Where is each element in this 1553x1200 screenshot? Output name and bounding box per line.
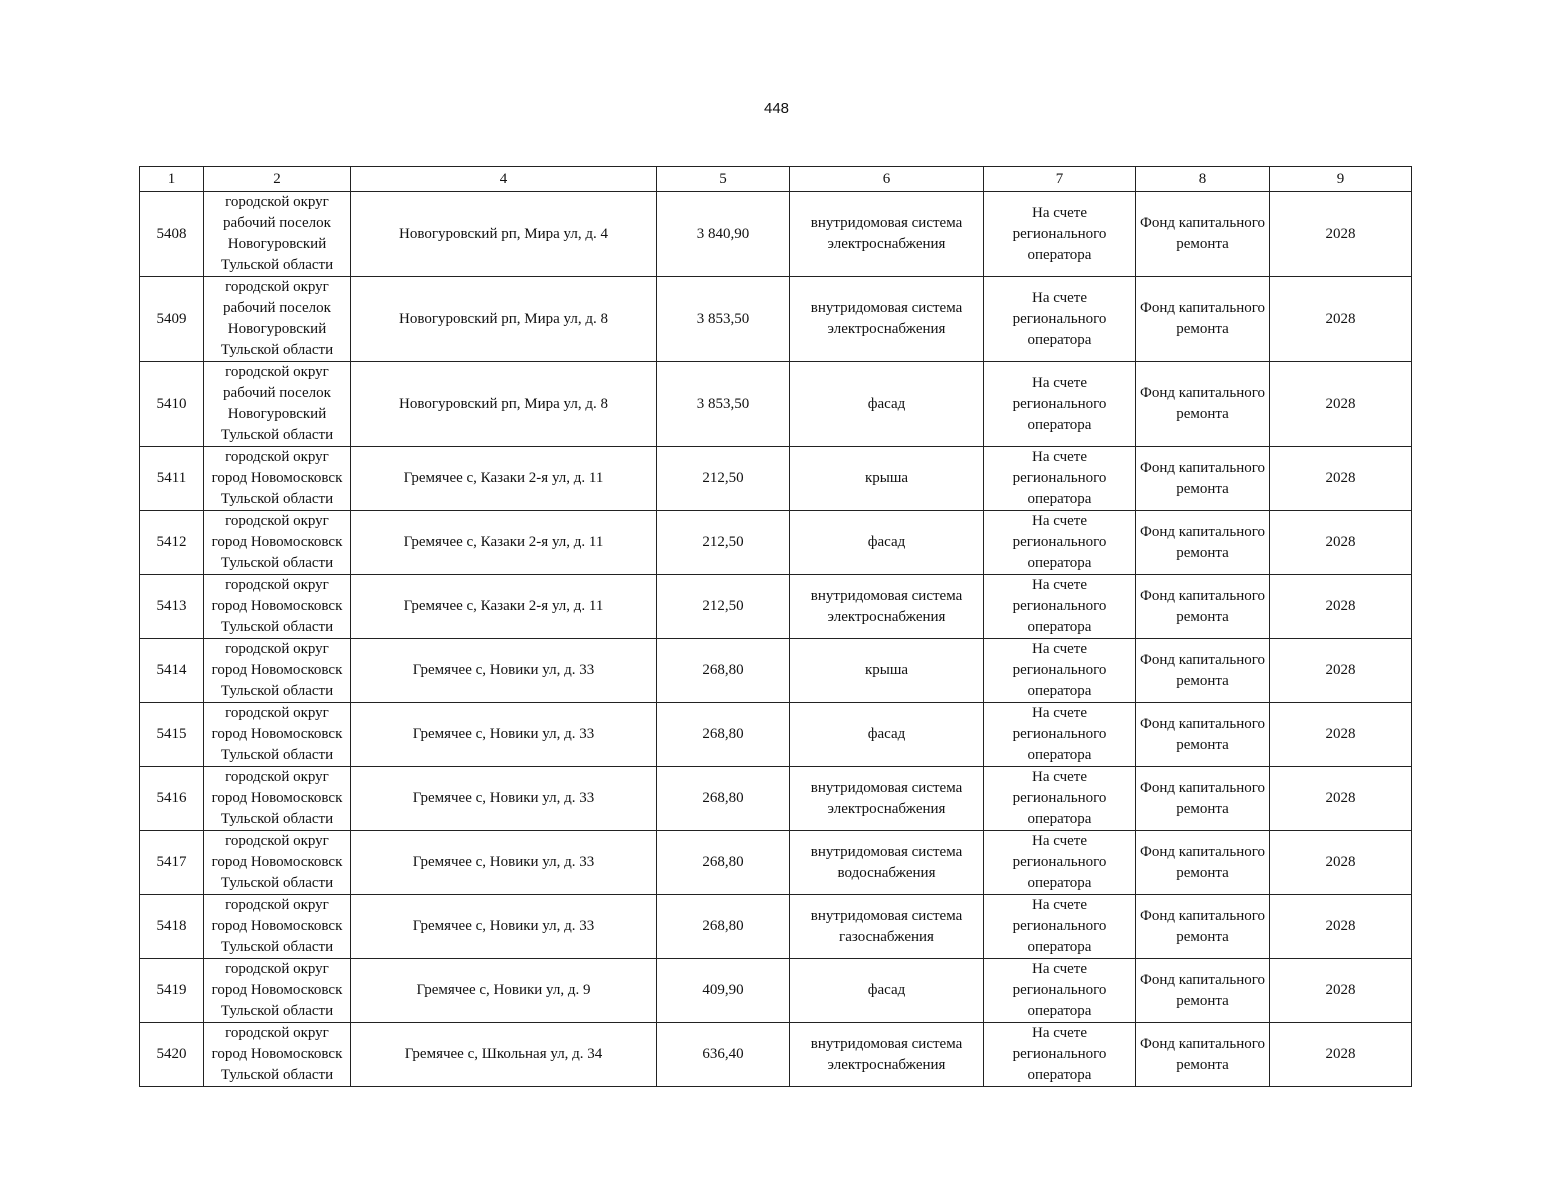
operator-cell: Фонд капитального ремонта [1136, 511, 1270, 575]
fund-method-cell: На счете регионального оператора [984, 959, 1136, 1023]
work-type-cell: внутридомовая система электроснабжения [790, 277, 984, 362]
fund-method-cell: На счете регионального оператора [984, 639, 1136, 703]
municipality-cell: городской округ город Новомосковск Тульской области [204, 639, 351, 703]
area-cell: 268,80 [657, 895, 790, 959]
operator-cell: Фонд капитального ремонта [1136, 895, 1270, 959]
address-cell: Новогуровский рп, Мира ул, д. 8 [351, 277, 657, 362]
work-type-cell: внутридомовая система водоснабжения [790, 831, 984, 895]
municipality-cell: городской округ город Новомосковск Тульской области [204, 767, 351, 831]
year-cell: 2028 [1270, 362, 1412, 447]
fund-method-cell: На счете регионального оператора [984, 1023, 1136, 1087]
operator-cell: Фонд капитального ремонта [1136, 767, 1270, 831]
header-cell: 8 [1136, 167, 1270, 192]
municipality-cell: городской округ город Новомосковск Тульской области [204, 831, 351, 895]
area-cell: 268,80 [657, 831, 790, 895]
header-cell: 4 [351, 167, 657, 192]
address-cell: Гремячее с, Казаки 2-я ул, д. 11 [351, 447, 657, 511]
year-cell: 2028 [1270, 831, 1412, 895]
year-cell: 2028 [1270, 703, 1412, 767]
area-cell: 3 853,50 [657, 362, 790, 447]
year-cell: 2028 [1270, 767, 1412, 831]
year-cell: 2028 [1270, 192, 1412, 277]
work-type-cell: фасад [790, 362, 984, 447]
municipality-cell: городской округ город Новомосковск Тульской области [204, 895, 351, 959]
year-cell: 2028 [1270, 447, 1412, 511]
operator-cell: Фонд капитального ремонта [1136, 959, 1270, 1023]
operator-cell: Фонд капитального ремонта [1136, 831, 1270, 895]
municipality-cell: городской округ рабочий поселок Новогуровский Тульской области [204, 192, 351, 277]
address-cell: Гремячее с, Школьная ул, д. 34 [351, 1023, 657, 1087]
row-number: 5408 [140, 192, 204, 277]
address-cell: Гремячее с, Новики ул, д. 33 [351, 831, 657, 895]
year-cell: 2028 [1270, 575, 1412, 639]
capital-repair-table [139, 166, 1412, 1087]
row-number: 5418 [140, 895, 204, 959]
table-row [140, 1023, 1412, 1087]
row-number: 5410 [140, 362, 204, 447]
year-cell: 2028 [1270, 895, 1412, 959]
fund-method-cell: На счете регионального оператора [984, 703, 1136, 767]
fund-method-cell: На счете регионального оператора [984, 362, 1136, 447]
operator-cell: Фонд капитального ремонта [1136, 575, 1270, 639]
work-type-cell: фасад [790, 511, 984, 575]
operator-cell: Фонд капитального ремонта [1136, 447, 1270, 511]
work-type-cell: фасад [790, 959, 984, 1023]
fund-method-cell: На счете регионального оператора [984, 575, 1136, 639]
table-row [140, 277, 1412, 362]
table-row [140, 895, 1412, 959]
row-number: 5409 [140, 277, 204, 362]
area-cell: 409,90 [657, 959, 790, 1023]
table-row [140, 639, 1412, 703]
table-row [140, 575, 1412, 639]
operator-cell: Фонд капитального ремонта [1136, 703, 1270, 767]
fund-method-cell: На счете регионального оператора [984, 277, 1136, 362]
address-cell: Гремячее с, Казаки 2-я ул, д. 11 [351, 575, 657, 639]
table-row [140, 511, 1412, 575]
table-row [140, 703, 1412, 767]
row-number: 5417 [140, 831, 204, 895]
page-number: 448 [763, 100, 790, 117]
table-row [140, 831, 1412, 895]
work-type-cell: внутридомовая система электроснабжения [790, 192, 984, 277]
row-number: 5413 [140, 575, 204, 639]
year-cell: 2028 [1270, 1023, 1412, 1087]
area-cell: 212,50 [657, 447, 790, 511]
municipality-cell: городской округ город Новомосковск Тульской области [204, 575, 351, 639]
area-cell: 268,80 [657, 703, 790, 767]
work-type-cell: внутридомовая система газоснабжения [790, 895, 984, 959]
area-cell: 268,80 [657, 639, 790, 703]
municipality-cell: городской округ рабочий поселок Новогуровский Тульской области [204, 362, 351, 447]
table-row [140, 447, 1412, 511]
year-cell: 2028 [1270, 639, 1412, 703]
address-cell: Новогуровский рп, Мира ул, д. 4 [351, 192, 657, 277]
municipality-cell: городской округ город Новомосковск Тульской области [204, 511, 351, 575]
table-row [140, 959, 1412, 1023]
address-cell: Гремячее с, Новики ул, д. 33 [351, 895, 657, 959]
municipality-cell: городской округ город Новомосковск Тульской области [204, 703, 351, 767]
municipality-cell: городской округ город Новомосковск Тульской области [204, 1023, 351, 1087]
address-cell: Гремячее с, Казаки 2-я ул, д. 11 [351, 511, 657, 575]
fund-method-cell: На счете регионального оператора [984, 767, 1136, 831]
table-row [140, 192, 1412, 277]
year-cell: 2028 [1270, 511, 1412, 575]
area-cell: 212,50 [657, 575, 790, 639]
area-cell: 3 840,90 [657, 192, 790, 277]
area-cell: 268,80 [657, 767, 790, 831]
row-number: 5416 [140, 767, 204, 831]
fund-method-cell: На счете регионального оператора [984, 447, 1136, 511]
work-type-cell: внутридомовая система электроснабжения [790, 575, 984, 639]
row-number: 5419 [140, 959, 204, 1023]
header-cell: 6 [790, 167, 984, 192]
address-cell: Гремячее с, Новики ул, д. 33 [351, 703, 657, 767]
municipality-cell: городской округ город Новомосковск Тульской области [204, 959, 351, 1023]
address-cell: Новогуровский рп, Мира ул, д. 8 [351, 362, 657, 447]
operator-cell: Фонд капитального ремонта [1136, 639, 1270, 703]
header-cell: 2 [204, 167, 351, 192]
header-cell: 7 [984, 167, 1136, 192]
row-number: 5412 [140, 511, 204, 575]
year-cell: 2028 [1270, 959, 1412, 1023]
area-cell: 636,40 [657, 1023, 790, 1087]
row-number: 5414 [140, 639, 204, 703]
header-cell: 1 [140, 167, 204, 192]
row-number: 5415 [140, 703, 204, 767]
work-type-cell: фасад [790, 703, 984, 767]
fund-method-cell: На счете регионального оператора [984, 511, 1136, 575]
row-number: 5420 [140, 1023, 204, 1087]
fund-method-cell: На счете регионального оператора [984, 831, 1136, 895]
municipality-cell: городской округ город Новомосковск Тульской области [204, 447, 351, 511]
header-cell: 5 [657, 167, 790, 192]
address-cell: Гремячее с, Новики ул, д. 33 [351, 767, 657, 831]
operator-cell: Фонд капитального ремонта [1136, 1023, 1270, 1087]
operator-cell: Фонд капитального ремонта [1136, 362, 1270, 447]
table-row [140, 767, 1412, 831]
header-cell: 9 [1270, 167, 1412, 192]
area-cell: 3 853,50 [657, 277, 790, 362]
operator-cell: Фонд капитального ремонта [1136, 277, 1270, 362]
address-cell: Гремячее с, Новики ул, д. 9 [351, 959, 657, 1023]
work-type-cell: внутридомовая система электроснабжения [790, 767, 984, 831]
area-cell: 212,50 [657, 511, 790, 575]
year-cell: 2028 [1270, 277, 1412, 362]
municipality-cell: городской округ рабочий поселок Новогуровский Тульской области [204, 277, 351, 362]
work-type-cell: крыша [790, 447, 984, 511]
table-row [140, 362, 1412, 447]
work-type-cell: крыша [790, 639, 984, 703]
address-cell: Гремячее с, Новики ул, д. 33 [351, 639, 657, 703]
header-row [140, 167, 1412, 192]
fund-method-cell: На счете регионального оператора [984, 192, 1136, 277]
operator-cell: Фонд капитального ремонта [1136, 192, 1270, 277]
row-number: 5411 [140, 447, 204, 511]
fund-method-cell: На счете регионального оператора [984, 895, 1136, 959]
work-type-cell: внутридомовая система электроснабжения [790, 1023, 984, 1087]
